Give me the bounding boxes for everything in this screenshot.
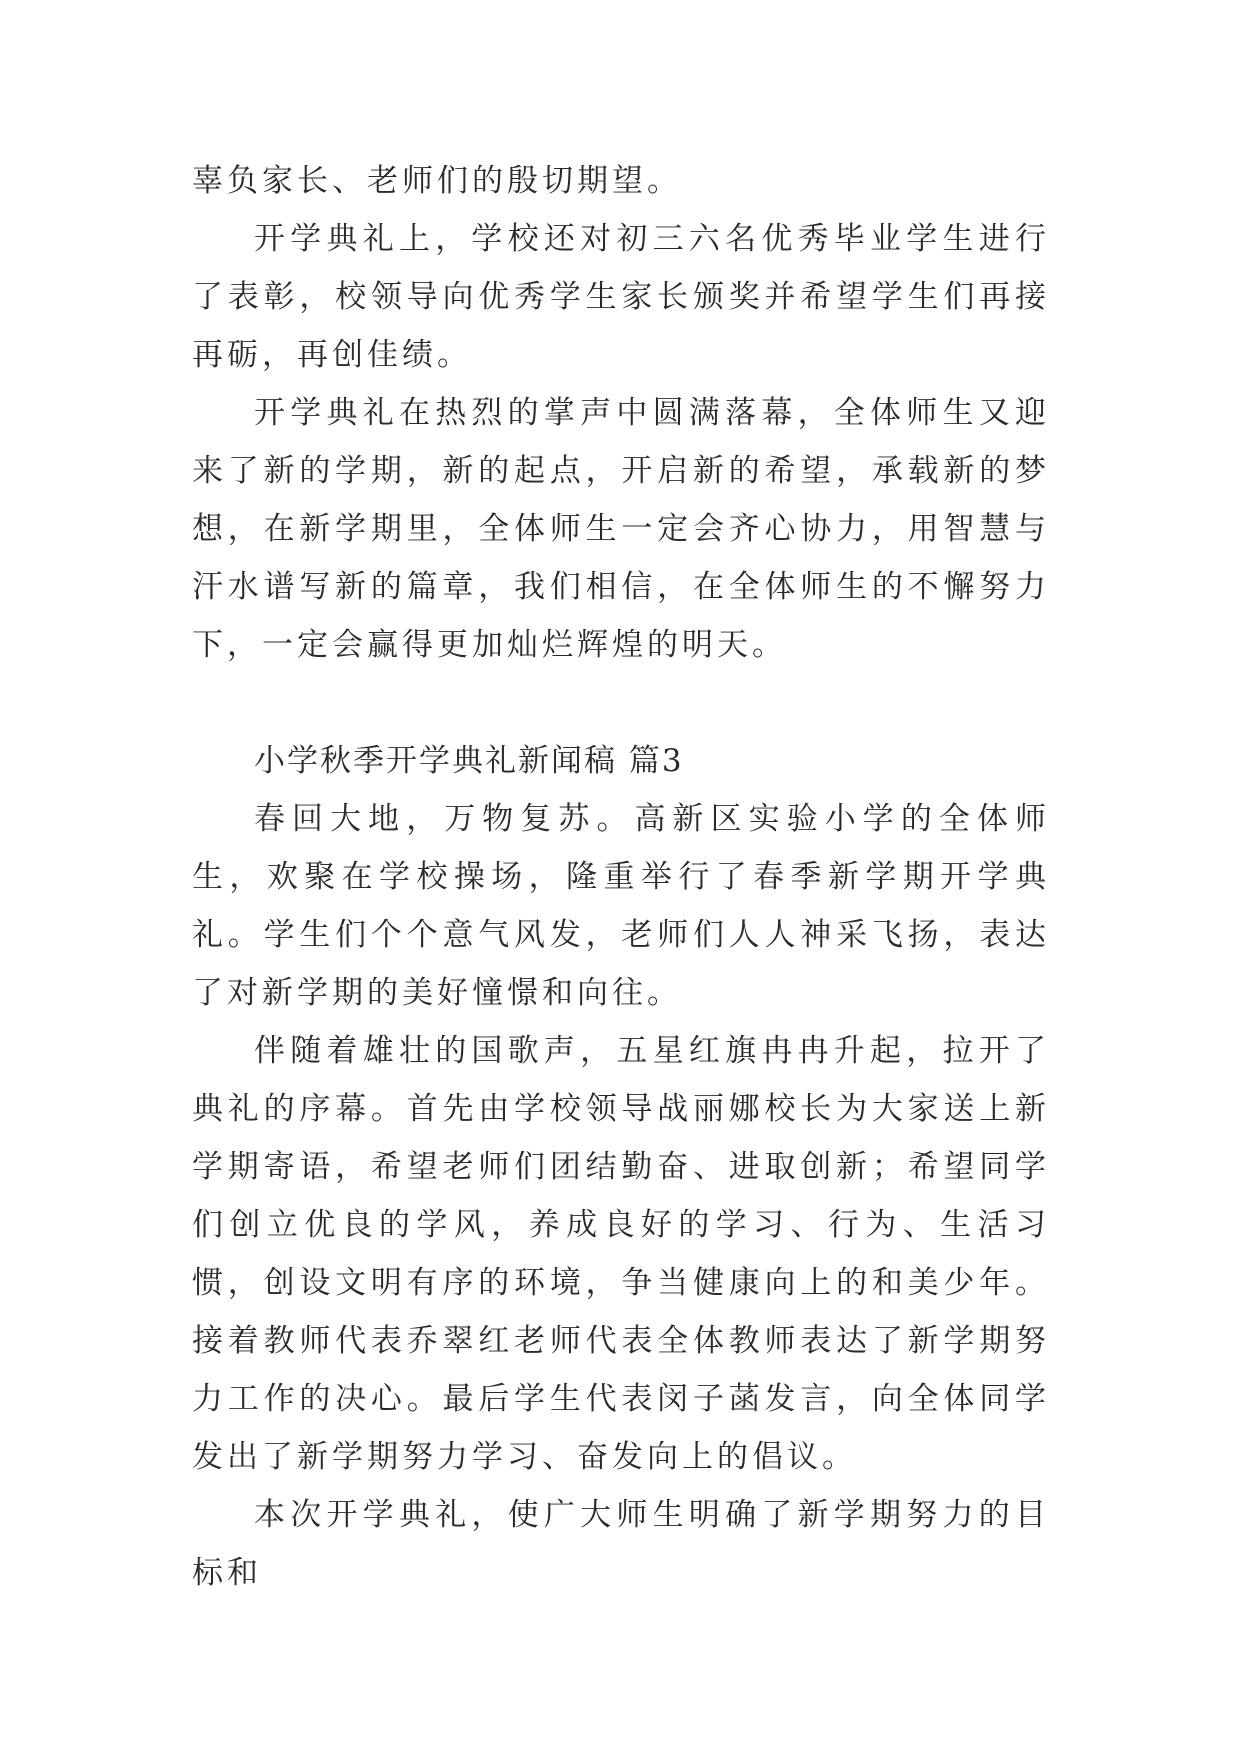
paragraph-continuation: 辜负家长、老师们的殷切期望。 <box>192 163 682 199</box>
paragraph-award: 开学典礼上，学校还对初三六名优秀毕业学生进行了表彰，校领导向优秀学生家长颁奖并希望学生们再接再砺，再创佳绩。 <box>192 221 1050 373</box>
paragraph-summary: 本次开学典礼，使广大师生明确了新学期努力的目标和 <box>192 1497 1050 1591</box>
paragraph-intro: 春回大地，万物复苏。高新区实验小学的全体师生，欢聚在学校操场，隆重举行了春季新学期开学典礼。学生们个个意气风发，老师们人人神采飞扬，表达了对新学期的美好憧憬和向往。 <box>192 801 1050 1011</box>
paragraph-ceremony: 伴随着雄壮的国歌声，五星红旗冉冉升起，拉开了典礼的序幕。首先由学校领导战丽娜校长为大家送上新学期寄语，希望老师们团结勤奋、进取创新；希望同学们创立优良的学风，养成良好的学习、行为、生活习惯，创设文明有序的环境，争当健康向上的和美少年。接着教师代表乔翠红老师代表全体教师表达了新学期努力工作的决心。最后学生代表闵子菡发言，向全体同学发出了新学期努力学习、奋发向上的倡议。 <box>192 1033 1050 1475</box>
section-title: 小学秋季开学典礼新闻稿 篇3 <box>254 743 684 779</box>
paragraph-closing: 开学典礼在热烈的掌声中圆满落幕，全体师生又迎来了新的学期，新的起点，开启新的希望，承载新的梦想，在新学期里，全体师生一定会齐心协力，用智慧与汗水谱写新的篇章，我们相信，在全体师生的不懈努力下，一定会赢得更加灿烂辉煌的明天。 <box>192 395 1050 663</box>
document-body <box>192 152 1050 1602</box>
